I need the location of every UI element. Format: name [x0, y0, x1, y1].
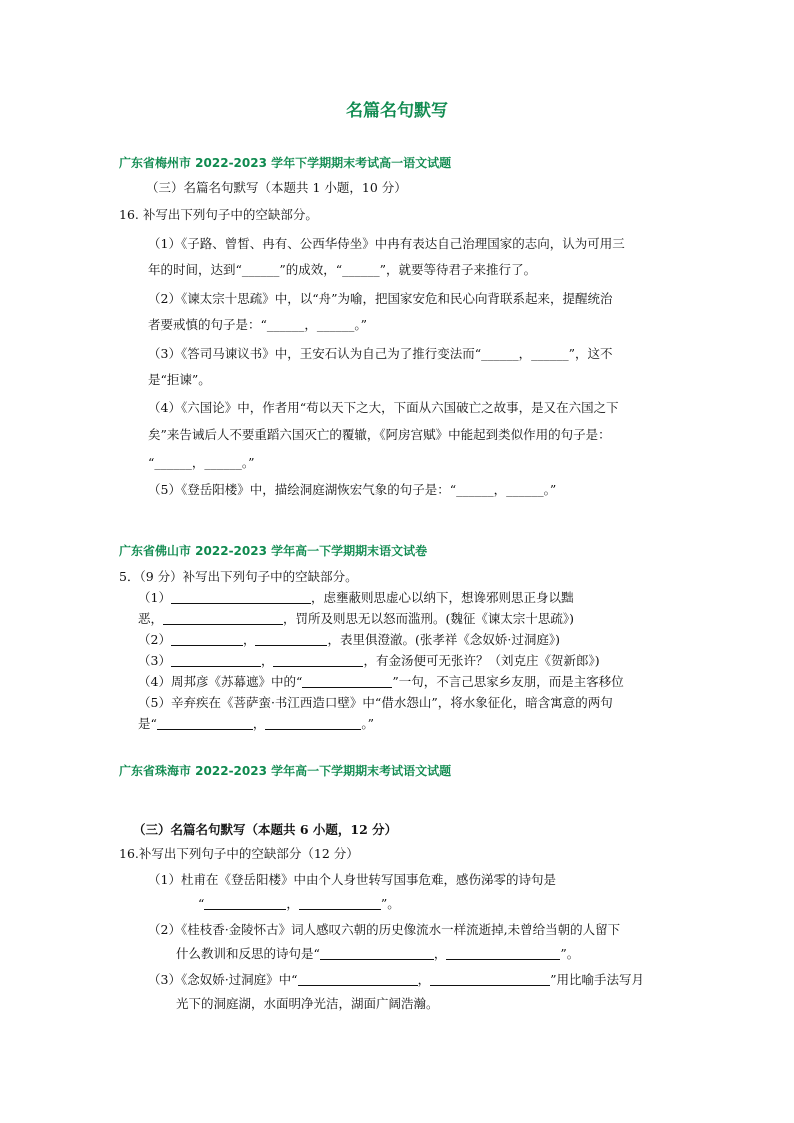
question-stem: 16.补写出下列句子中的空缺部分（12 分）: [119, 846, 359, 861]
answer-blank[interactable]: [255, 645, 327, 646]
question-line: 者要戒慎的句子是：“______，______。”: [148, 317, 368, 332]
answer-blank[interactable]: [157, 729, 253, 730]
section-label: （三）名篇名句默写（本题共 1 小题，10 分）: [146, 180, 407, 195]
question-line: （3）《答司马谏议书》中，王安石认为自己为了推行变法而“______，______”，这不: [148, 346, 613, 361]
item-text: ，: [252, 716, 266, 731]
item-text: 。”: [361, 716, 375, 731]
question-line: [138, 674, 624, 690]
item-text: ”。: [560, 946, 580, 961]
answer-blank[interactable]: [163, 624, 283, 625]
question-line: [138, 590, 573, 606]
item-text: ，: [242, 632, 256, 647]
item-text: ，表里俱澄澈。(张孝祥《念奴娇·过洞庭》): [327, 632, 560, 647]
question-line: （4）《六国论》中，作者用“苟以天下之大，下面从六国破亡之故事，是又在六国之下: [148, 400, 619, 415]
item-number: （1）: [138, 590, 171, 605]
question-line: （5）辛弃疾在《菩萨蛮·书江西造口壁》中“借水怨山”，将水象征化，暗含寓意的两句: [138, 695, 613, 710]
question-line: 年的时间，达到“______”的成效，“______”，就要等待君子来推行了。: [148, 262, 537, 277]
source-heading-zhuhai: 广东省珠海市 2022-2023 学年高一下学期期末考试语文试题: [119, 764, 452, 778]
item-text: （3）《念奴娇·过洞庭》中“: [148, 972, 298, 987]
item-text: （4）周邦彦《苏幕遮》中的“: [138, 674, 303, 689]
question-line: [138, 611, 574, 627]
source-heading-meizhou: 广东省梅州市 2022-2023 学年下学期期末考试高一语文试题: [119, 156, 452, 170]
question-line: [148, 972, 644, 988]
item-text: ，: [417, 972, 431, 987]
item-text: ”。: [380, 896, 400, 911]
question-line: 是“拒谏”。: [148, 372, 211, 387]
question-line: [138, 653, 600, 669]
answer-blank[interactable]: [171, 645, 243, 646]
question-line: [138, 632, 560, 648]
answer-blank[interactable]: [446, 959, 560, 960]
question-stem: 16. 补写出下列句子中的空缺部分。: [119, 207, 318, 222]
answer-blank[interactable]: [204, 909, 286, 910]
answer-blank[interactable]: [273, 666, 363, 667]
question-line: [198, 896, 400, 912]
source-heading-foshan: 广东省佛山市 2022-2023 学年高一下学期期末语文试卷: [119, 544, 428, 558]
item-text: ”用比喻手法写月: [550, 972, 644, 987]
item-text: “: [198, 896, 205, 911]
answer-blank[interactable]: [171, 666, 261, 667]
page-title: 名篇名句默写: [346, 101, 448, 121]
answer-blank[interactable]: [299, 909, 381, 910]
item-text: ”一句，不言己思家乡友朋，而是主客移位: [392, 674, 624, 689]
question-stem: 5．（9 分）补写出下列句子中的空缺部分。: [119, 569, 358, 584]
item-number: （3）: [138, 653, 171, 668]
answer-blank[interactable]: [265, 729, 361, 730]
answer-blank[interactable]: [320, 959, 434, 960]
answer-blank[interactable]: [430, 985, 550, 986]
question-line: “______，______。”: [148, 455, 255, 470]
question-line: [138, 716, 374, 732]
item-text: 恶，: [138, 611, 164, 626]
item-text: ，: [260, 653, 274, 668]
item-number: （2）: [138, 632, 171, 647]
answer-blank[interactable]: [298, 985, 418, 986]
question-line: [176, 946, 579, 962]
question-line: 光下的洞庭湖，水面明净光洁，湖面广阔浩瀚。: [176, 996, 439, 1011]
item-text: 是“: [138, 716, 157, 731]
answer-blank[interactable]: [171, 603, 311, 604]
question-line: （2）《桂枝香·金陵怀古》词人感叹六朝的历史像流水一样流逝掉,未曾给当朝的人留下: [148, 922, 621, 937]
question-line: （1）杜甫在《登岳阳楼》中由个人身世转写国事危难，感伤涕零的诗句是: [148, 872, 556, 887]
section-label: （三）名篇名句默写（本题共 6 小题，12 分）: [133, 822, 398, 837]
question-line: （1）《子路、曾皙、冉有、公西华侍坐》中冉有表达自己治理国家的志向，认为可用三: [148, 236, 625, 251]
question-line: 矣”来告诫后人不要重蹈六国灭亡的覆辙，《阿房宫赋》中能起到类似作用的句子是：: [148, 427, 611, 442]
question-line: （5）《登岳阳楼》中，描绘洞庭湖恢宏气象的句子是：“______，______。”: [148, 482, 557, 497]
item-text: ，虑壅蔽则思虚心以纳下，想谗邪则思正身以黜: [310, 590, 574, 605]
item-text: ，: [433, 946, 447, 961]
item-text: ，: [286, 896, 299, 911]
question-line: （2）《谏太宗十思疏》中，以“舟”为喻，把国家安危和民心向背联系起来，提醒统治: [148, 291, 613, 306]
item-text: ，有金汤便可无张许？（刘克庄《贺新郎》): [363, 653, 600, 668]
answer-blank[interactable]: [302, 687, 392, 688]
item-text: 什么教训和反思的诗句是“: [176, 946, 320, 961]
item-text: ，罚所及则思无以怒而滥刑。(魏征《谏太宗十思疏》): [283, 611, 575, 626]
